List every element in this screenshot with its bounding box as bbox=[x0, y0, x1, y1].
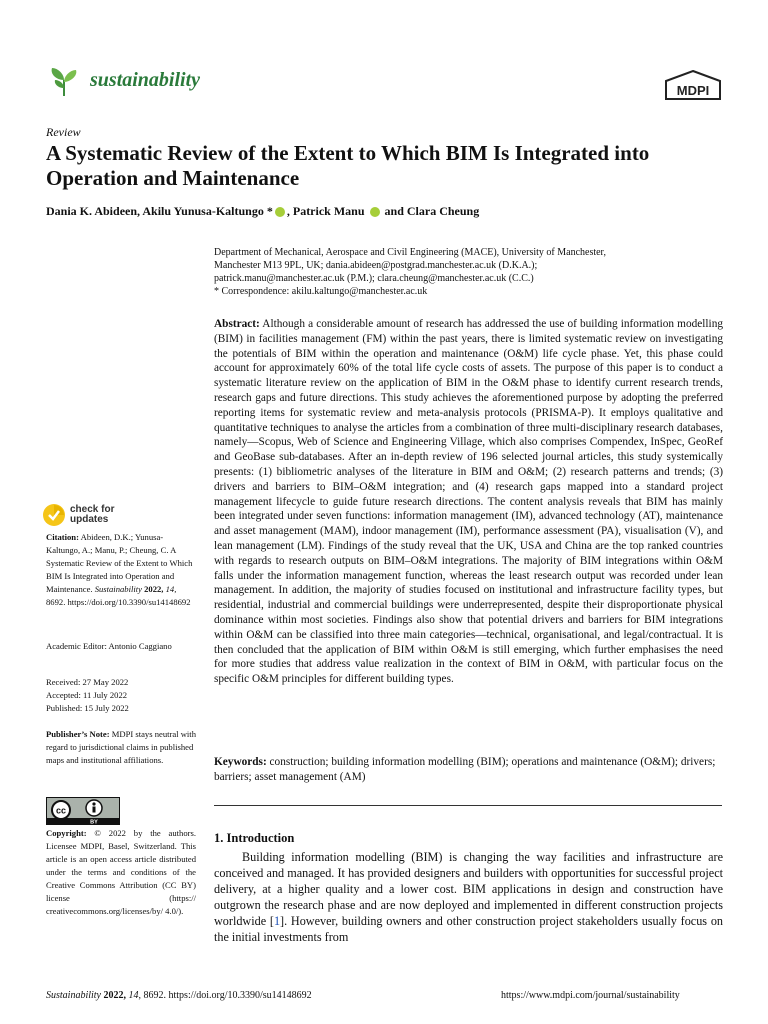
by-icon: BY bbox=[90, 819, 98, 824]
journal-logo bbox=[46, 62, 200, 98]
received-date: Received: 27 May 2022 bbox=[46, 677, 129, 687]
intro-paragraph: Building information modelling (BIM) is changing the way facilities and infrastructure are conceived and managed. It has provided designers and builders with opportunities for successful project delivery, at a higher quality and a lower cost. BIM applications in design and construction have outgrown the research phase and are now deployed and implemented in different construction projects worldwide [ bbox=[214, 850, 723, 928]
keywords-label: Keywords: bbox=[214, 756, 267, 768]
affiliation-line: patrick.manu@manchester.ac.uk (P.M.); clara.cheung@manchester.ac.uk (C.C.) bbox=[214, 273, 534, 284]
publisher-note-text: MDPI stays neutral with regard to jurisdictional claims in published maps and institutional affiliations. bbox=[46, 729, 196, 765]
publisher-name: MDPI bbox=[676, 83, 710, 98]
citation-volume: 14, bbox=[165, 584, 177, 594]
author-list bbox=[46, 204, 479, 219]
journal-name: sustainability bbox=[90, 68, 201, 91]
footer-journal: Sustainability bbox=[46, 990, 101, 1001]
footer-citation bbox=[46, 990, 312, 1001]
article-type: Review bbox=[46, 125, 81, 139]
author-names-1: Dania K. Abideen, Akilu Yunusa-Kaltungo * bbox=[46, 204, 273, 218]
check-updates-line2: updates bbox=[70, 514, 109, 525]
footer-journal-url[interactable]: https://www.mdpi.com/journal/sustainability bbox=[501, 990, 680, 1001]
check-for-updates-button[interactable] bbox=[42, 503, 114, 527]
orcid-icon[interactable] bbox=[275, 207, 285, 217]
introduction-text bbox=[214, 849, 723, 945]
abstract-label: Abstract: bbox=[214, 318, 260, 330]
leaf-icon bbox=[46, 62, 82, 98]
publisher-note bbox=[46, 728, 196, 767]
author-names-3: and Clara Cheung bbox=[381, 204, 480, 218]
accepted-date: Accepted: 11 July 2022 bbox=[46, 690, 128, 700]
published-date: Published: 15 July 2022 bbox=[46, 703, 129, 713]
cc-icon: cc bbox=[55, 805, 67, 816]
intro-paragraph-continued: ]. However, building owners and other construction project stakeholders usually focus on the initial investments from bbox=[214, 914, 724, 944]
citation-year: 2022, bbox=[144, 584, 164, 594]
abstract-text: Although a considerable amount of research has addressed the use of building information modelling (BIM) in facilities management (FM) within the past years, there is limited systematic review on investigating the potentials of BIM within the operation and maintenance (O&M) life cycle phase. Yet, this phase could account for approximately 60% of the total life cycle costs of assets. The purpose of this paper is to conduct a systematic literature review on the application of BIM in the O&M phase to identify current research trends, research gaps and future directions. This study achieves the aforementioned purpose by adopting the preferred reporting items for systematic review and meta-analysis protocols (PRISMA-P). It employs qualitative and quantitative techniques to analyse the articles from a combination of three multi-disciplinary research databases, namely—Scopus, Web of Science and Engineering Village, which also comprises Compendex, InSpec, GeoRef and GeoBase sub-databases. After an in-depth review of 196 selected journal articles, this study systemically presents: (1) bibliometric analyses of the literature in BIM and O&M; (2) research patterns and trends; (3) drivers and barriers to BIM–O&M integration; and (4) research gaps mapped into a standard project management lifecycle to guide future research directions. The content analysis reveals that BIM has mainly been integrated under seven functions: information management (IM), advanced technology (AT), maintenance and asset management (MAM), indoor management (IM), performance assessment (PA), visualisation (V), and lean management (LM). Findings of the study reveal that the UK, USA and China are the top ranked countries with regards to research outputs on BIM–O&M integrations. The majority of BIM integrations within O&M falls under the information management function, whereas the least research output was recorded under lean management. In addition, the majority of studies focused on institutional and infrastructure facility types, but residential, industrial and commercial buildings were underrepresented, despite their disproportionate physical dominance within most societies. Findings also show that potential drivers and barriers for BIM integrations within O&M can be classified into three main categories—technical, organisational, and legal/contractual. It is then concluded that the application of BIM within O&M is still emerging, which further emphasises the need for more studies that address value realization in the context of BIM in O&M, with particular focus on the specific O&M principles for different building types. bbox=[214, 318, 723, 686]
article-title: A Systematic Review of the Extent to Which BIM Is Integrated into Operation and Maintenance bbox=[46, 141, 650, 190]
section-heading: 1. Introduction bbox=[214, 831, 295, 845]
citation-text: Abideen, D.K.; Yunusa-Kaltungo, A.; Manu, P.; Cheung, C. A Systematic Review of the Extent to Which BIM Is Integrated into Operation and Maintenance. bbox=[46, 532, 193, 594]
orcid-icon[interactable] bbox=[370, 207, 380, 217]
check-updates-line1: check for bbox=[70, 504, 115, 515]
mdpi-logo bbox=[664, 70, 722, 107]
check-updates-icon bbox=[42, 503, 66, 527]
footer-doi[interactable]: 8692. https://doi.org/10.3390/su14148692 bbox=[143, 990, 312, 1001]
copyright-text: © 2022 by the authors. Licensee MDPI, Basel, Switzerland. This article is an open access article distributed under the terms and conditions of the Creative Commons Attribution (CC BY) license (https:// creativecommons.org/licenses/by/ 4.0/). bbox=[46, 828, 196, 916]
citation-link[interactable]: 1 bbox=[273, 914, 281, 928]
citation-doi[interactable]: 8692. https://doi.org/10.3390/su14148692 bbox=[46, 597, 191, 607]
citation-journal: Sustainability bbox=[94, 584, 142, 594]
citation-block bbox=[46, 531, 196, 609]
citation-label: Citation: bbox=[46, 532, 79, 542]
academic-editor: Academic Editor: Antonio Caggiano bbox=[46, 641, 172, 651]
footer-volume: 14, bbox=[128, 990, 141, 1001]
affiliation-line: Manchester M13 9PL, UK; dania.abideen@postgrad.manchester.ac.uk (D.K.A.); bbox=[214, 260, 538, 271]
abstract bbox=[214, 317, 723, 687]
copyright-block bbox=[46, 827, 196, 918]
keywords-text: construction; building information modelling (BIM); operations and maintenance (O&M); drivers; barriers; asset management (AM) bbox=[214, 756, 716, 783]
keywords bbox=[214, 755, 723, 785]
section-divider bbox=[214, 805, 722, 806]
cc-license-badge[interactable] bbox=[46, 797, 120, 825]
copyright-label: Copyright: bbox=[46, 828, 87, 838]
affiliation-line: Department of Mechanical, Aerospace and Civil Engineering (MACE), University of Manchester, bbox=[214, 247, 606, 258]
correspondence: * Correspondence: akilu.kaltungo@manchester.ac.uk bbox=[214, 286, 428, 297]
footer-year: 2022, bbox=[103, 990, 126, 1001]
author-names-2: , Patrick Manu bbox=[286, 204, 365, 218]
publisher-note-label: Publisher’s Note: bbox=[46, 729, 110, 739]
dates-block bbox=[46, 676, 196, 715]
affiliations bbox=[214, 246, 724, 298]
